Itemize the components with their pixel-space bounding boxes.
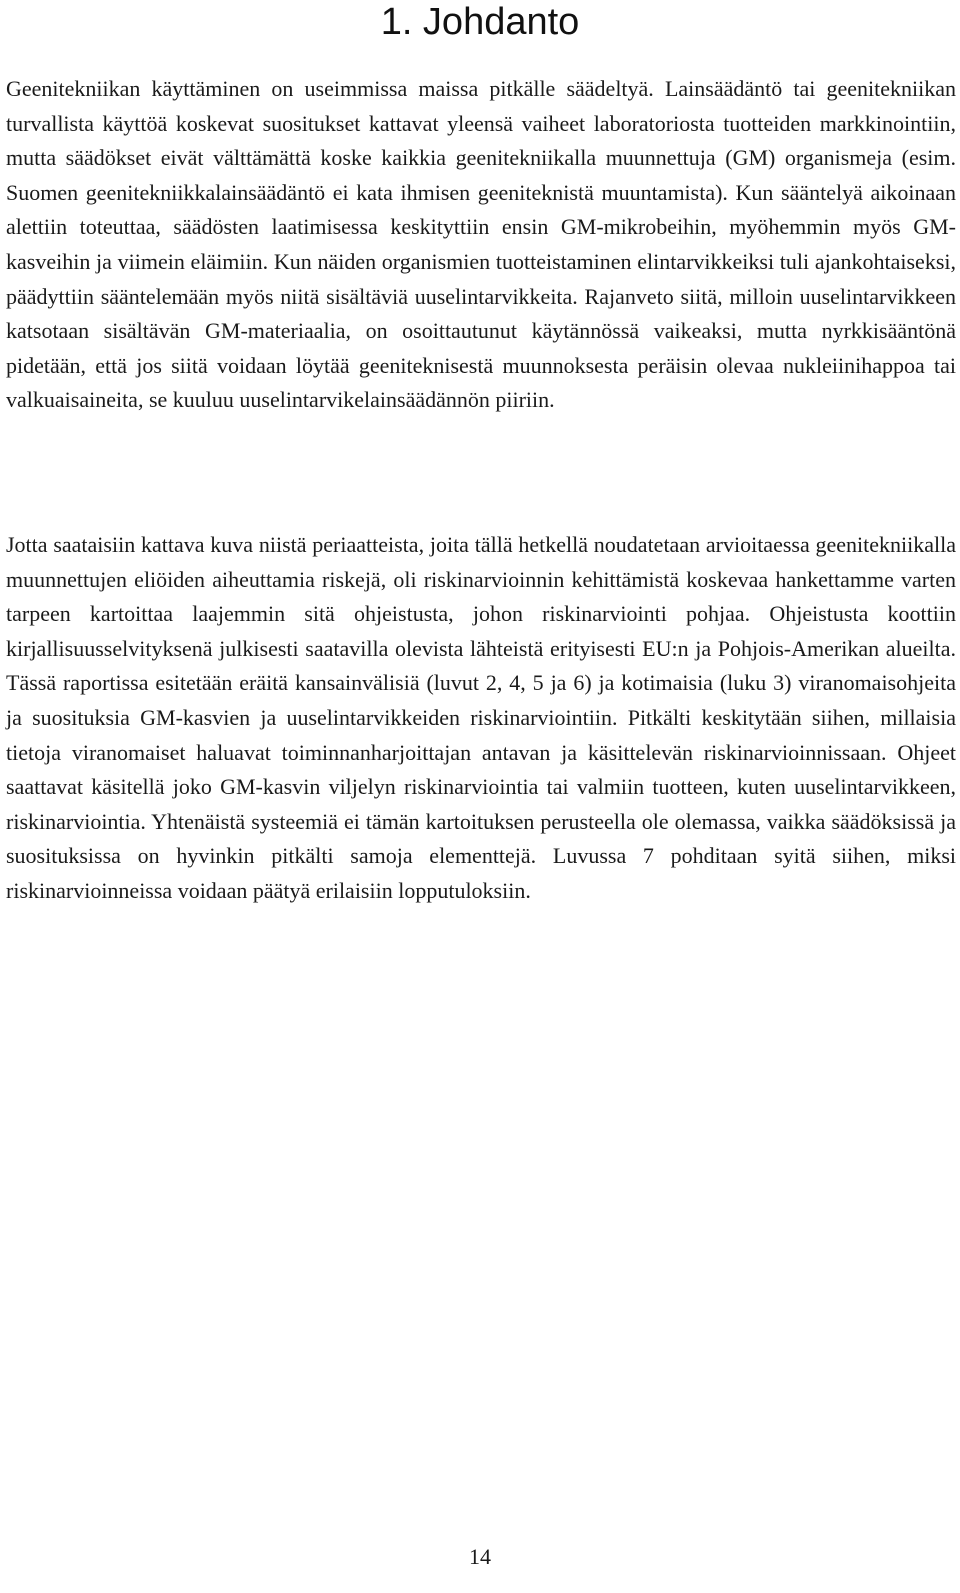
chapter-heading: 1. Johdanto	[380, 1, 580, 43]
page-number: 14	[469, 1544, 491, 1569]
paragraph-introduction: Geenitekniikan käyttäminen on useimmissa maissa pitkälle säädeltyä. Lainsäädäntö tai geenitekniikan turvallista käyttöä koskevat suositukset kattavat yleensä vaiheet laboratoriosta tuotteiden markkinointiin, mutta säädökset eivät välttämättä koske kaikkia geenitekniikalla muunnettuja (GM) organismeja (esim. Suomen geenitekniikkalainsäädäntö ei kata ihmisen geeniteknistä muuntamista). Kun sääntelyä aikoinaan alettiin toteuttaa, säädösten laatimisessa keskityttiin ensin GM-mikrobeihin, myöhemmin myös GM-kasveihin ja viimein eläimiin. Kun näiden organismien tuotteistaminen elintarvikkeiksi tuli ajankohtaiseksi, päädyttiin sääntelemään myös niitä sisältäviä uuselintarvikkeita. Rajanveto siitä, milloin uuselintarvikkeen katsotaan sisältävän GM-materiaalia, on osoittautunut käytännössä vaikeaksi, mutta nyrkkisääntönä pidetään, että jos siitä voidaan löytää geeniteknisestä muunnoksesta peräisin olevaa nukleiinihappoa tai valkuaisaineita, se kuuluu uuselintarvikelainsäädännön piiriin.	[6, 76, 956, 413]
paragraph-scope: Jotta saataisiin kattava kuva niistä periaatteista, joita tällä hetkellä noudatetaan arvioitaessa geenitekniikalla muunnettujen eliöiden aiheuttamia riskejä, oli riskinarvioinnin kehittämistä koskevaa hankettamme varten tarpeen kartoittaa laajemmin sitä ohjeistusta, johon riskinarviointi pohjaa. Ohjeistusta koottiin kirjallisuusselvityksenä julkisesti saatavilla olevista lähteistä erityisesti EU:n ja Pohjois-Amerikan alueilta. Tässä raportissa esitetään eräitä kansainvälisiä (luvut 2, 4, 5 ja 6) ja kotimaisia (luku 3) viranomaisohjeita ja suosituksia GM-kasvien ja uuselintarvikkeiden riskinarviointiin. Pitkälti keskitytään siihen, millaisia tietoja viranomaiset haluavat toiminnanharjoittajan antavan ja käsittelevän riskinarvioinnissaan. Ohjeet saattavat käsitellä joko GM-kasvin viljelyn riskinarviointia tai valmiin tuotteen, kuten uuselintarvikkeen, riskinarviointia. Yhtenäistä systeemiä ei tämän kartoituksen perusteella ole olemassa, vaikka säädöksissä ja suosituksissa on hyvinkin pitkälti samoja elementtejä. Luvussa 7 pohditaan syitä siihen, miksi riskinarvioinneissa voidaan päätyä erilaisiin lopputuloksiin.	[6, 532, 956, 903]
